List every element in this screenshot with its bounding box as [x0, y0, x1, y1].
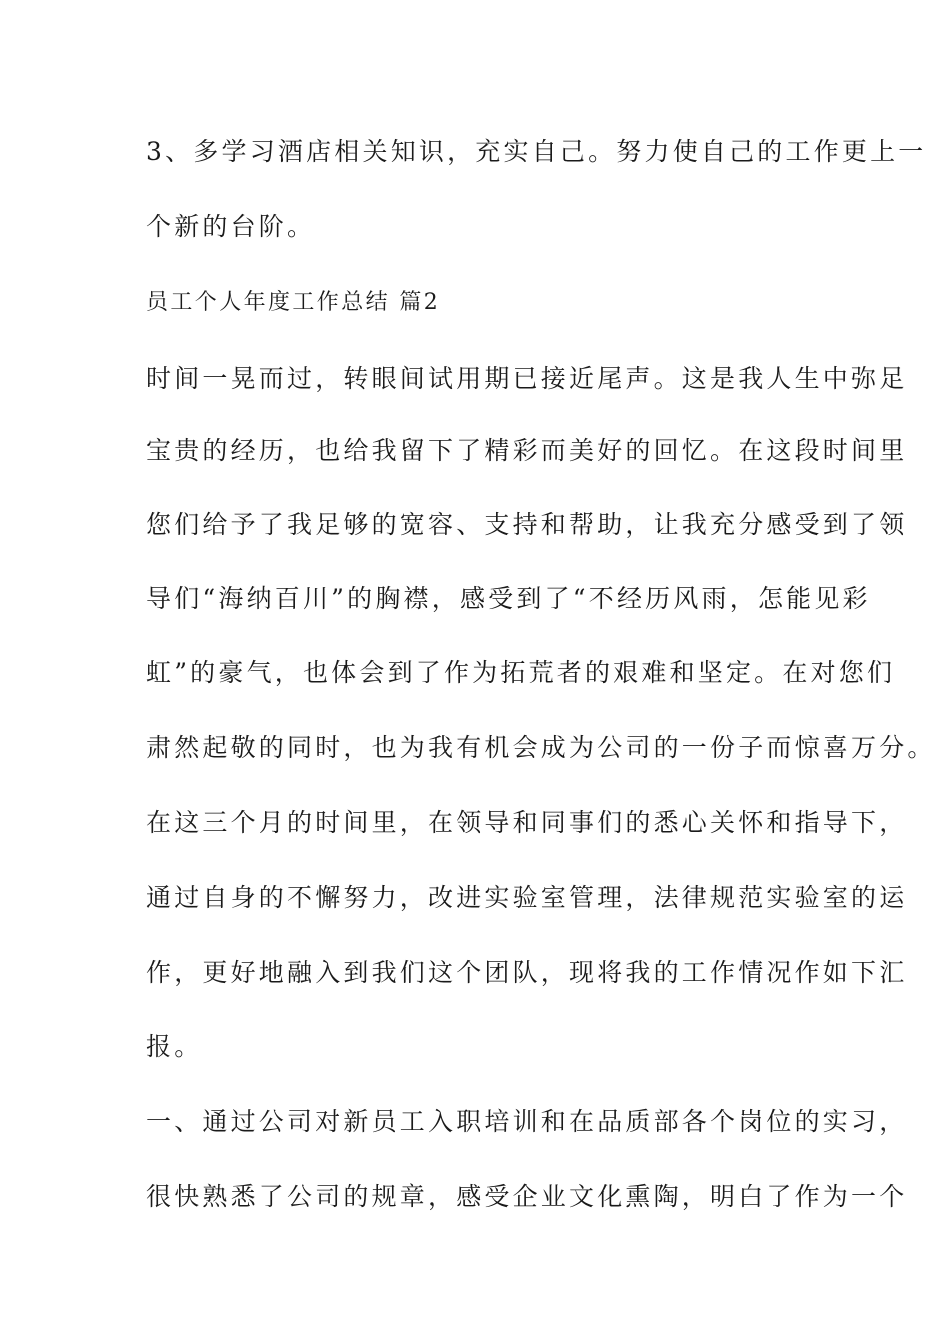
paragraph-line: 时间一晃而过，转眼间试用期已接近尾声。这是我人生中弥足	[146, 364, 908, 393]
paragraph-line: 很快熟悉了公司的规章，感受企业文化熏陶，明白了作为一个	[146, 1182, 908, 1211]
paragraph-line: 一、通过公司对新员工入职培训和在品质部各个岗位的实习，	[146, 1107, 908, 1136]
paragraph-line: 作，更好地融入到我们这个团队，现将我的工作情况作如下汇	[146, 958, 908, 987]
paragraph-line: 导们“海纳百川”的胸襟，感受到了“不经历风雨，怎能见彩	[146, 584, 871, 613]
section-heading: 员工个人年度工作总结 篇2	[146, 290, 441, 315]
paragraph-line: 您们给予了我足够的宽容、支持和帮助，让我充分感受到了领	[146, 510, 908, 539]
paragraph-line: 个新的台阶。	[146, 212, 316, 241]
paragraph-line: 通过自身的不懈努力，改进实验室管理，法律规范实验室的运	[146, 883, 908, 912]
paragraph-line: 宝贵的经历，也给我留下了精彩而美好的回忆。在这段时间里	[146, 436, 908, 465]
paragraph-line: 在这三个月的时间里，在领导和同事们的悉心关怀和指导下，	[146, 808, 908, 837]
paragraph-line: 3、多学习酒店相关知识，充实自己。努力使自己的工作更上一	[146, 137, 927, 166]
paragraph-line: 虹”的豪气，也体会到了作为拓荒者的艰难和坚定。在对您们	[146, 658, 896, 687]
paragraph-line: 报。	[146, 1032, 203, 1061]
paragraph-line: 肃然起敬的同时，也为我有机会成为公司的一份子而惊喜万分。	[146, 733, 936, 762]
